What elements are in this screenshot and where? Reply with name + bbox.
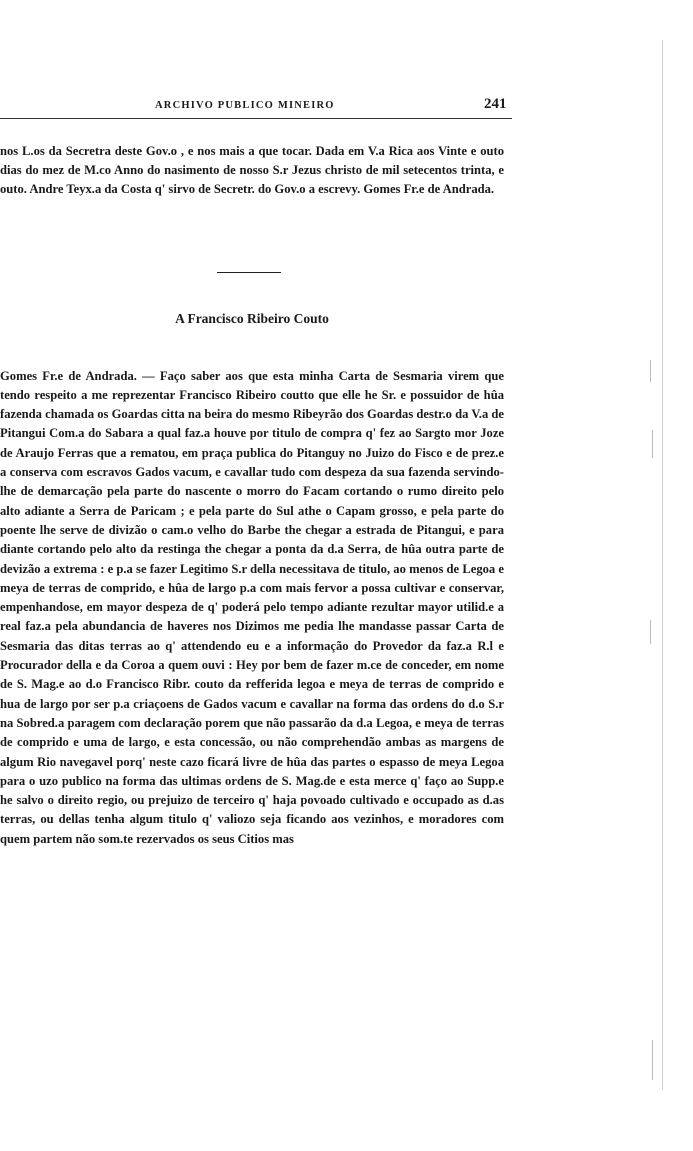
scan-margin-mark — [652, 1040, 653, 1080]
scan-margin-mark — [650, 620, 651, 644]
header-rule — [0, 118, 512, 119]
running-title: ARCHIVO PUBLICO MINEIRO — [155, 100, 335, 111]
scan-margin-mark — [650, 360, 651, 382]
main-paragraph: Gomes Fr.e de Andrada. — Faço saber aos que esta minha Carta de Sesmaria virem que tendo respeito a me reprezentar Francisco Ribeiro coutto que elle he Sr. e possuidor de hûa fazenda chamada os Goardas citta na beira do mesmo Ribeyrão dos Goardas destr.o da V.a de Pitangui Com.a do Sabara a qual faz.a houve por titulo de compra q' fez ao Sargto mor Joze de Araujo Ferras que a rematou, em praça publica do Pitanguy no Juizo do Fisco e de prez.e a conserva com escravos Gados vacum, e cavallar tudo com despeza da sua fazenda servindo-lhe de demarcação pela parte do nascente o morro do Facam cortando o rumo direito pelo alto adiante a Serra de Paricam ; e pela parte do Sul athe o Capam grosso, e pela parte do poente lhe serve de divizão o cam.o velho do Barbe the chegar a estrada de Pitangui, e para diante cortando pelo alto da restinga the chegar a ponta da d.a Serra, de hûa outra parte de devizão a extrema : e p.a se fazer Legitimo S.r della necessitava de titulo, ao menos de Legoa e meya de terras de comprido, e hûa de largo p.a com mais fervor a possa cultivar e conservar, empenhandose, em mayor despeza de q' poderá pelo tempo adiante rezultar mayor utilid.e a real faz.a pela abundancia de haveres nos Dizimos me pedia lhe mandasse passar Carta de Sesmaria das ditas terras ao q' attendendo eu e a informação do Provedor da faz.a R.l e Procurador della e da Coroa a quem ouvi : Hey por bem de fazer m.ce de conceder, em nome de S. Mag.e ao d.o Francisco Ribr. couto da refferida legoa e meya de terras de comprido e hua de largo por ser p.a criaçoens de Gados vacum e cavallar na forma das ordens do d.o S.r na Sobred.a paragem com declaração porem que não passarão da d.a Legoa, e meya de terras de comprido e uma de largo, e esta concessão, ou não comprehendão ambas as margens de algum Rio navegavel porq' neste cazo ficará livre de hûa das partes o espasso de meya Legoa para o uzo publico na forma das ultimas ordens de S. Mag.de e esta merce q' faço ao Supp.e he salvo o direito regio, ou prejuizo de terceiro q' haja povoado cultivado e occupado as d.as terras, ou dellas tenha algum titulo q' valiozo seja ficando aos vezinhos, e moradores com quem partem não som.te rezervados os seus Citios mas — [0, 368, 504, 846]
page-header — [0, 96, 512, 118]
top-paragraph: nos L.os da Secretra deste Gov.o , e nos mais a que tocar. Dada em V.a Rica aos Vinte e outo dias do mez de M.co Anno do nasimento de nosso S.r Jezus christo de mil setecentos trinta, e outo. Andre Teyx.a da Costa q' sirvo de Secretr. do Gov.o a escrevy. Gomes Fr.e de Andrada. — [0, 143, 504, 197]
scan-margin-line — [662, 40, 663, 1090]
section-title: A Francisco Ribeiro Couto — [175, 311, 329, 326]
scan-margin-mark — [652, 430, 653, 458]
page-number: 241 — [484, 96, 507, 112]
section-divider — [217, 272, 281, 273]
